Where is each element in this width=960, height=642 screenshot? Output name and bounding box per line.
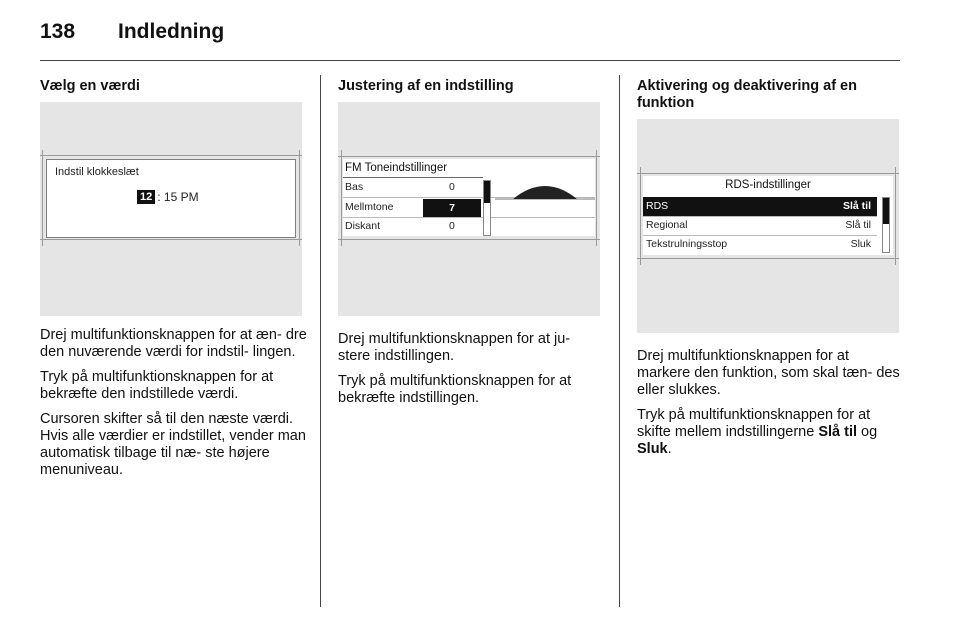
selected-value: 7	[423, 199, 481, 217]
paragraph: Tryk på multifunktionsknappen for at bekræfte indstillingen.	[338, 373, 572, 406]
column-divider-2	[619, 75, 620, 607]
header-rule	[40, 60, 900, 61]
scrollbar-thumb	[883, 198, 889, 224]
paragraph: Drej multifunktionsknappen for at ju- stere indstillingen.	[338, 331, 571, 364]
list-row	[643, 216, 877, 235]
dialog-title: RDS-indstillinger	[725, 179, 811, 191]
clock-dialog	[46, 159, 296, 238]
column-divider-1	[320, 75, 321, 607]
column-2-body	[338, 331, 606, 415]
row-label: RDS	[646, 200, 669, 212]
frame-line	[338, 239, 600, 240]
frame-line	[40, 155, 302, 156]
row-label: Tekstrulningsstop	[646, 238, 728, 250]
list-row	[343, 178, 463, 197]
hour-field: 12	[137, 190, 155, 204]
tone-curve-graphic	[495, 177, 595, 217]
column-1-body	[40, 327, 308, 487]
column-1	[40, 78, 304, 95]
paragraph	[637, 407, 905, 458]
frame-line	[40, 239, 302, 240]
scrollbar	[483, 180, 491, 236]
option-on-label: Slå til	[818, 424, 858, 440]
clock-value	[137, 190, 199, 204]
page-title: Indledning	[118, 20, 225, 43]
option-off-label: Sluk	[637, 441, 668, 457]
paragraph: Drej multifunktionsknappen for at markere den funktion, som skal tæn- des eller slukkes.	[637, 348, 900, 398]
row-label: Regional	[646, 219, 688, 231]
row-label: Diskant	[345, 220, 381, 232]
row-label: Bas	[345, 181, 364, 193]
minute-field: : 15 PM	[157, 190, 199, 204]
list-row	[643, 235, 877, 254]
paragraph: Cursoren skifter så til den næste værdi. Hvis alle værdier er indstillet, vender man automatisk tilbage til næ- ste højere menuniveau.	[40, 411, 306, 478]
frame-line	[637, 173, 899, 174]
frame-line	[637, 258, 899, 259]
paragraph-text: .	[667, 441, 672, 457]
row-value: Slå til	[845, 219, 871, 231]
section-heading: Aktivering og deaktivering af en funktion	[637, 78, 857, 111]
frame-line	[299, 150, 300, 246]
tone-screen-illustration	[338, 102, 600, 316]
row-value: Slå til	[842, 200, 871, 212]
section-heading: Vælg en værdi	[40, 78, 140, 94]
clock-screen-illustration	[40, 102, 302, 316]
frame-line	[42, 150, 43, 246]
dialog-title: FM Toneindstillinger	[345, 162, 448, 174]
frame-line	[338, 156, 600, 157]
list-row	[343, 217, 463, 236]
rds-screen-illustration	[637, 119, 899, 333]
section-heading: Justering af en indstilling	[338, 78, 514, 94]
paragraph-text: Tryk på multifunktionsknappen for at skifte mellem indstillingerne	[637, 407, 871, 440]
frame-line	[341, 150, 342, 246]
scrollbar-thumb	[484, 181, 490, 203]
scrollbar	[882, 197, 890, 253]
dialog-title: Indstil klokkeslæt	[55, 166, 139, 178]
frame-line	[895, 167, 896, 265]
tone-dialog	[343, 159, 595, 236]
frame-line	[596, 150, 597, 246]
frame-line	[640, 167, 641, 265]
page-number: 138	[40, 20, 76, 43]
paragraph: Tryk på multifunktionsknappen for at bekræfte den indstillede værdi.	[40, 369, 274, 402]
list-row-selected	[643, 197, 877, 216]
column-2	[338, 78, 602, 95]
row-value: 0	[449, 181, 455, 193]
row-value: 0	[449, 220, 455, 232]
row-value: Sluk	[850, 238, 871, 250]
paragraph: Drej multifunktionsknappen for at æn- dre den nuværende værdi for indstil- lingen.	[40, 327, 307, 360]
paragraph-text: og	[857, 424, 878, 440]
column-3-body	[637, 348, 905, 466]
column-3	[637, 78, 887, 112]
rds-dialog	[643, 176, 893, 255]
row-label: Mellmtone	[345, 201, 394, 213]
